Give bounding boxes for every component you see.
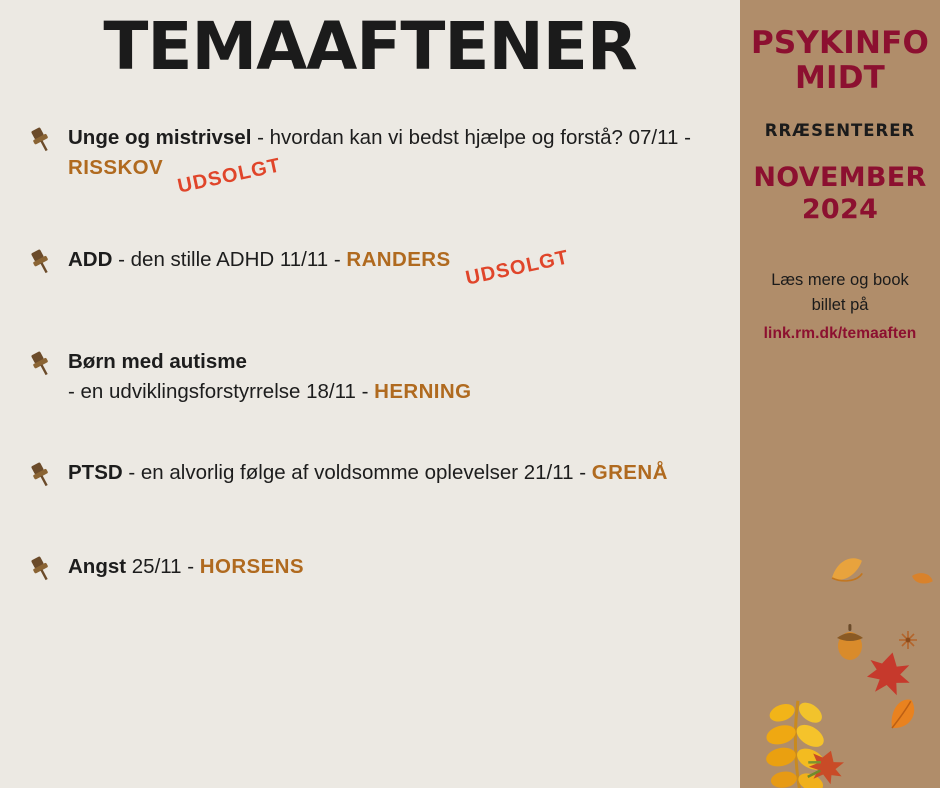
presents-label: RRÆSENTERER <box>764 121 916 141</box>
event-city: HORSENS <box>199 555 304 579</box>
autumn-leaves-decoration <box>740 448 940 788</box>
status-badge: UDSOLGT <box>175 154 283 198</box>
event-list <box>0 123 740 598</box>
pin-icon <box>26 554 56 584</box>
event-city: RANDERS <box>346 248 451 272</box>
list-item <box>26 458 740 504</box>
page-title: TEMAAFTENER <box>103 8 637 85</box>
brand-name <box>750 26 930 95</box>
event-text <box>68 123 740 198</box>
event-description: 25/11 - <box>126 555 200 579</box>
pin-icon <box>26 247 56 277</box>
booking-line-2: billet på <box>811 295 869 314</box>
brand-line-2: MIDT <box>794 59 886 96</box>
event-text <box>68 458 740 488</box>
booking-link[interactable]: link.rm.dk/temaaften <box>763 324 917 342</box>
event-title: PTSD <box>68 461 123 485</box>
event-text <box>68 552 740 582</box>
list-item <box>26 552 740 598</box>
event-text <box>68 245 740 290</box>
list-item <box>26 245 740 291</box>
event-title: Unge og mistrivsel <box>68 126 252 150</box>
booking-line-1: Læs mere og book <box>771 271 909 290</box>
brand-line-1: PSYKINFO <box>750 25 930 61</box>
month-label: NOVEMBER <box>753 162 927 194</box>
event-description: - en alvorlig følge af voldsomme oplevelser 21/11 - <box>122 461 592 485</box>
event-description: - den stille ADHD 11/11 - <box>112 248 347 272</box>
event-city: GRENÅ <box>591 461 668 485</box>
event-city: RISSKOV <box>68 156 164 180</box>
pin-icon <box>26 125 56 155</box>
pin-icon <box>26 349 56 379</box>
event-title: ADD <box>68 248 113 272</box>
status-badge: UDSOLGT <box>463 246 571 290</box>
event-city: HERNING <box>374 379 472 403</box>
event-title: Børn med autisme <box>68 350 247 374</box>
year-label: 2024 <box>801 194 879 226</box>
event-title: Angst <box>68 555 127 579</box>
list-item <box>26 123 740 198</box>
date-block <box>750 162 930 226</box>
event-description: - hvordan kan vi bedst hjælpe og forstå? 07/11 - <box>251 126 691 150</box>
booking-info <box>750 268 930 345</box>
event-description: - en udviklingsforstyrrelse 18/11 - <box>68 379 375 403</box>
pin-icon <box>26 460 56 490</box>
list-item <box>26 347 740 406</box>
sidebar <box>740 0 940 788</box>
event-text <box>68 347 740 406</box>
